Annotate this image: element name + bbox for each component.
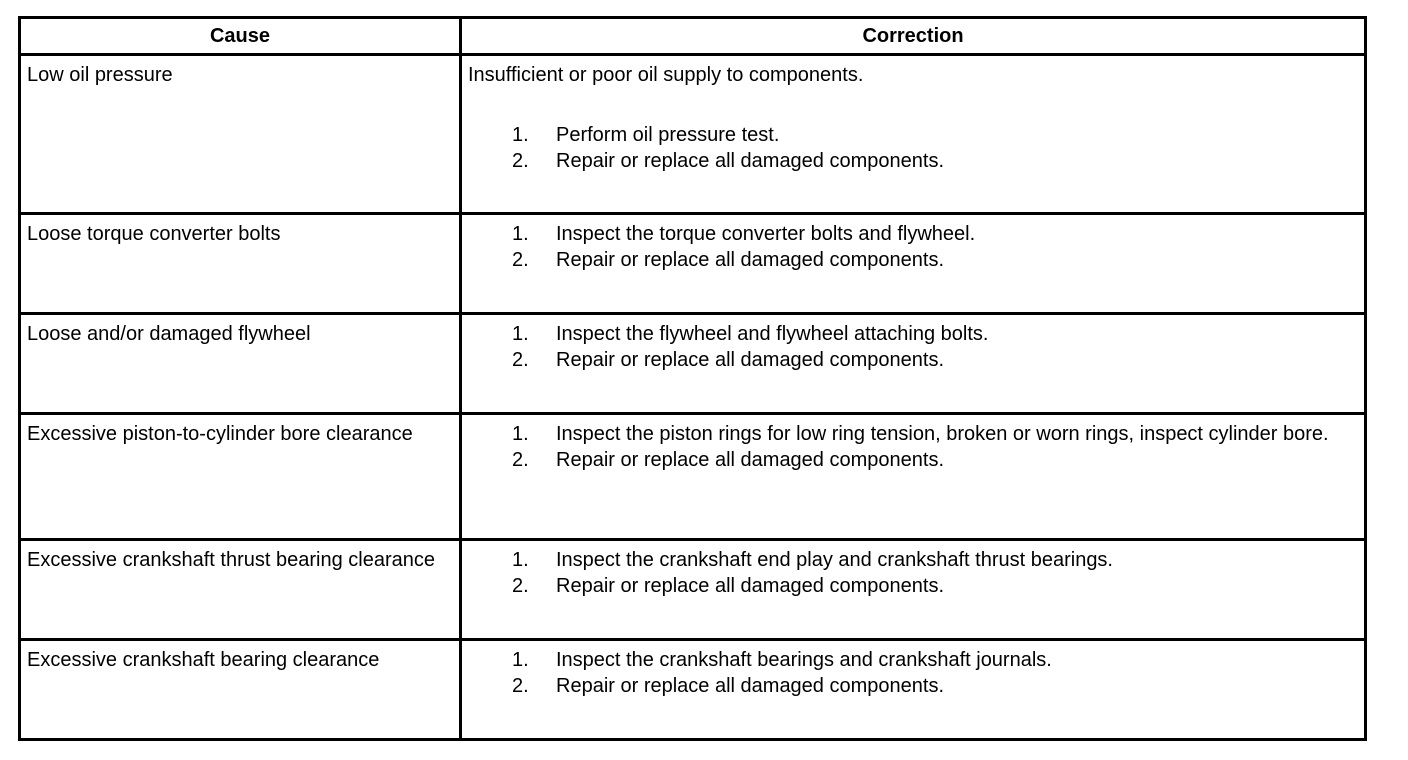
table-row [20, 640, 1366, 740]
step-number: 2. [512, 150, 529, 172]
step-text: Repair or replace all damaged components. [556, 675, 944, 697]
step-text: Inspect the flywheel and flywheel attaching bolts. [556, 323, 989, 345]
step-text: Repair or replace all damaged components. [556, 249, 944, 271]
step-number: 2. [512, 575, 529, 597]
correction-steps [468, 647, 1358, 699]
step-text: Repair or replace all damaged components. [556, 150, 944, 172]
correction-steps [468, 547, 1358, 599]
correction-intro: Insufficient or poor oil supply to components. [468, 64, 864, 86]
step-text: Perform oil pressure test. [556, 124, 780, 146]
step-text: Repair or replace all damaged components. [556, 349, 944, 371]
cause-cell: Excessive piston-to-cylinder bore clearance [20, 414, 461, 540]
step-text: Inspect the piston rings for low ring tension, broken or worn rings, inspect cylinder bore. [556, 423, 1329, 445]
cause-cell: Low oil pressure [20, 55, 461, 214]
step-number: 1. [512, 323, 529, 345]
correction-step [468, 447, 1358, 473]
correction-column-header: Correction [461, 18, 1366, 55]
diagnosis-table [18, 16, 1367, 741]
cause-cell: Loose and/or damaged flywheel [20, 314, 461, 414]
correction-step [468, 221, 1358, 247]
table-row [20, 214, 1366, 314]
correction-cell [461, 314, 1366, 414]
correction-cell [461, 540, 1366, 640]
table-row [20, 55, 1366, 214]
correction-steps [468, 321, 1358, 373]
table-header-row [20, 18, 1366, 55]
step-text: Inspect the crankshaft bearings and crankshaft journals. [556, 649, 1052, 671]
correction-step [468, 573, 1358, 599]
table-row [20, 540, 1366, 640]
step-number: 1. [512, 649, 529, 671]
step-number: 1. [512, 423, 529, 445]
step-number: 2. [512, 449, 529, 471]
cause-cell: Excessive crankshaft bearing clearance [20, 640, 461, 740]
correction-steps [468, 421, 1358, 473]
correction-cell [461, 214, 1366, 314]
correction-steps [468, 122, 1358, 174]
table-row [20, 414, 1366, 540]
step-text: Repair or replace all damaged components. [556, 449, 944, 471]
table-row [20, 314, 1366, 414]
cause-cell: Excessive crankshaft thrust bearing clearance [20, 540, 461, 640]
step-text: Inspect the crankshaft end play and crankshaft thrust bearings. [556, 549, 1113, 571]
step-text: Inspect the torque converter bolts and flywheel. [556, 223, 976, 245]
cause-column-header: Cause [20, 18, 461, 55]
correction-step [468, 347, 1358, 373]
correction-cell [461, 55, 1366, 214]
correction-step [468, 247, 1358, 273]
correction-step [468, 647, 1358, 673]
correction-cell [461, 414, 1366, 540]
step-number: 1. [512, 223, 529, 245]
step-number: 2. [512, 349, 529, 371]
correction-step [468, 673, 1358, 699]
step-number: 1. [512, 549, 529, 571]
step-number: 1. [512, 124, 529, 146]
correction-step [468, 547, 1358, 573]
correction-cell [461, 640, 1366, 740]
correction-step [468, 148, 1358, 174]
correction-step [468, 122, 1358, 148]
correction-step [468, 421, 1358, 447]
step-text: Repair or replace all damaged components. [556, 575, 944, 597]
step-number: 2. [512, 249, 529, 271]
correction-steps [468, 221, 1358, 273]
cause-cell: Loose torque converter bolts [20, 214, 461, 314]
correction-step [468, 321, 1358, 347]
step-number: 2. [512, 675, 529, 697]
